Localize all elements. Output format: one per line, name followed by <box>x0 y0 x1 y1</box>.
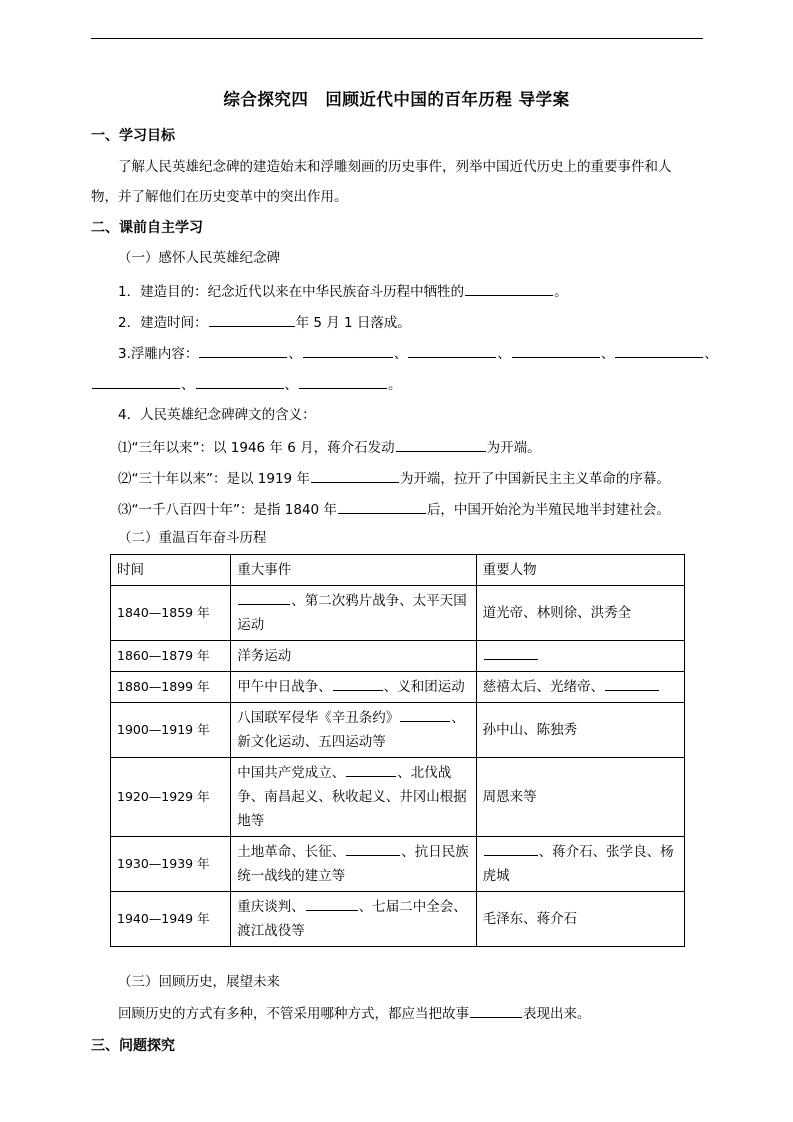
section-heading-inquiry: 三、问题探究 <box>91 1038 175 1054</box>
item-purpose-text: 1．建造目的：纪念近代以来在中华民族奋斗历程中牺牲的 <box>118 284 465 300</box>
blank-review[interactable] <box>470 1003 522 1018</box>
goals-text-line2: 物，并了解他们在历史变革中的突出作用。 <box>91 189 348 205</box>
people-cell <box>476 672 684 703</box>
blank-relief-5[interactable] <box>615 343 703 358</box>
events-text: 、北伐战争、南昌起义、秋收起义、井冈山根据地等 <box>237 765 467 829</box>
events-text: 、新文化运动、五四运动等 <box>237 710 465 750</box>
events-text: 、抗日民族统一战线的建立等 <box>237 844 469 884</box>
blank-person[interactable] <box>605 676 659 691</box>
item-time <box>118 312 411 333</box>
question-2-end: 为开端，拉开了中国新民主主义革命的序幕。 <box>399 471 670 487</box>
period-cell: 1860—1879 年 <box>111 641 231 672</box>
subheading-timeline: （二）重温百年奋斗历程 <box>118 530 267 546</box>
events-text: 、七届二中全会、渡江战役等 <box>237 899 467 939</box>
subheading-review: （三）回顾历史，展望未来 <box>118 974 280 990</box>
blank-relief-6[interactable] <box>92 374 180 389</box>
blank-event[interactable] <box>238 590 290 605</box>
people-text: 、蒋介石、张学良、杨虎城 <box>482 844 674 884</box>
question-3-text: ⑶“一千八百四十年”：是指 1840 年 <box>118 502 337 518</box>
item-purpose <box>118 281 568 302</box>
table-row <box>111 641 685 672</box>
item-reliefs-line1 <box>118 343 718 364</box>
table-row <box>111 758 685 837</box>
section-heading-goals: 一、学习目标 <box>91 128 175 144</box>
events-cell <box>231 672 476 703</box>
item-reliefs-line2 <box>91 374 402 395</box>
events-cell <box>231 837 476 892</box>
subheading-monument: （一）感怀人民英雄纪念碑 <box>118 250 280 266</box>
events-text: 甲午中日战争、 <box>237 679 332 695</box>
people-cell: 孙中山、陈独秀 <box>476 703 684 758</box>
blank-event[interactable] <box>333 676 383 691</box>
question-1-text: ⑴“三年以来”：以 1946 年 6 月，蒋介石发动 <box>118 440 395 456</box>
events-text: 八国联军侵华《辛丑条约》 <box>237 710 400 726</box>
blank-q2[interactable] <box>311 468 399 483</box>
blank-year[interactable] <box>209 312 295 327</box>
people-cell <box>476 641 684 672</box>
people-cell: 毛泽东、蒋介石 <box>476 892 684 947</box>
blank-event[interactable] <box>306 896 358 911</box>
events-cell <box>231 758 476 837</box>
events-text: 、第二次鸦片战争、太平天国运动 <box>237 593 467 633</box>
page-title: 综合探究四 回顾近代中国的百年历程 导学案 <box>223 90 570 109</box>
period-cell: 1880—1899 年 <box>111 672 231 703</box>
period-mark: 。 <box>388 377 402 393</box>
question-2 <box>118 468 670 489</box>
events-text: 中国共产党成立、 <box>237 765 346 781</box>
question-3-end: 后，中国开始沦为半殖民地半封建社会。 <box>426 502 670 518</box>
table-row <box>111 586 685 641</box>
table-row <box>111 703 685 758</box>
timeline-table <box>110 554 685 947</box>
header-people: 重要人物 <box>476 555 684 586</box>
separator: 、 <box>497 346 511 362</box>
separator: 、 <box>288 346 302 362</box>
table-row <box>111 837 685 892</box>
header-rule <box>91 38 703 39</box>
table-row <box>111 892 685 947</box>
table-row <box>111 672 685 703</box>
blank-q3[interactable] <box>338 499 426 514</box>
blank-relief-4[interactable] <box>512 343 600 358</box>
review-text-start: 回顾历史的方式有多种，不管采用哪种方式，都应当把故事 <box>118 1006 469 1022</box>
events-text: 、义和团运动 <box>383 679 465 695</box>
review-text <box>118 1003 591 1024</box>
blank-relief-3[interactable] <box>408 343 496 358</box>
events-cell <box>231 892 476 947</box>
question-2-text: ⑵“三十年以来”：是以 1919 年 <box>118 471 310 487</box>
events-text: 重庆谈判、 <box>237 899 305 915</box>
item-inscription: 4．人民英雄纪念碑碑文的含义： <box>118 407 316 423</box>
blank-relief-7[interactable] <box>196 374 284 389</box>
blank-person[interactable] <box>484 645 538 660</box>
period-cell: 1920—1929 年 <box>111 758 231 837</box>
blank-relief-1[interactable] <box>199 343 287 358</box>
section-heading-prestudy: 二、课前自主学习 <box>91 220 203 236</box>
blank-purpose[interactable] <box>465 281 553 296</box>
period-cell: 1900—1919 年 <box>111 703 231 758</box>
blank-event[interactable] <box>400 707 450 722</box>
header-events: 重大事件 <box>231 555 476 586</box>
item-time-text: 2．建造时间： <box>118 315 208 331</box>
question-3 <box>118 499 670 520</box>
events-text: 土地革命、长征、 <box>237 844 346 860</box>
blank-relief-8[interactable] <box>299 374 387 389</box>
blank-relief-2[interactable] <box>303 343 393 358</box>
separator: 、 <box>284 377 298 393</box>
question-1-end: 为开端。 <box>486 440 541 456</box>
blank-q1[interactable] <box>396 437 486 452</box>
period-cell: 1930—1939 年 <box>111 837 231 892</box>
people-cell: 周恩来等 <box>476 758 684 837</box>
separator: 、 <box>704 346 718 362</box>
blank-event[interactable] <box>346 841 400 856</box>
header-time: 时间 <box>111 555 231 586</box>
question-1 <box>118 437 541 458</box>
events-cell: 洋务运动 <box>231 641 476 672</box>
blank-event[interactable] <box>346 762 396 777</box>
events-cell <box>231 586 476 641</box>
people-cell: 道光帝、林则徐、洪秀全 <box>476 586 684 641</box>
item-reliefs-text: 3.浮雕内容： <box>118 346 199 362</box>
period-cell: 1940—1949 年 <box>111 892 231 947</box>
people-text: 慈禧太后、光绪帝、 <box>482 679 605 695</box>
goals-text-line1: 了解人民英雄纪念碑的建造始末和浮雕刻画的历史事件，列举中国近代历史上的重要事件和人 <box>118 159 672 175</box>
separator: 、 <box>600 346 615 362</box>
period-cell: 1840—1859 年 <box>111 586 231 641</box>
separator: 、 <box>393 346 408 362</box>
blank-person[interactable] <box>484 841 538 856</box>
people-cell <box>476 837 684 892</box>
item-time-end: 年 5 月 1 日落成。 <box>295 315 411 331</box>
table-header-row <box>111 555 685 586</box>
review-text-end: 表现出来。 <box>523 1006 591 1022</box>
item-purpose-end: 。 <box>554 284 568 300</box>
events-cell <box>231 703 476 758</box>
separator: 、 <box>181 377 195 393</box>
